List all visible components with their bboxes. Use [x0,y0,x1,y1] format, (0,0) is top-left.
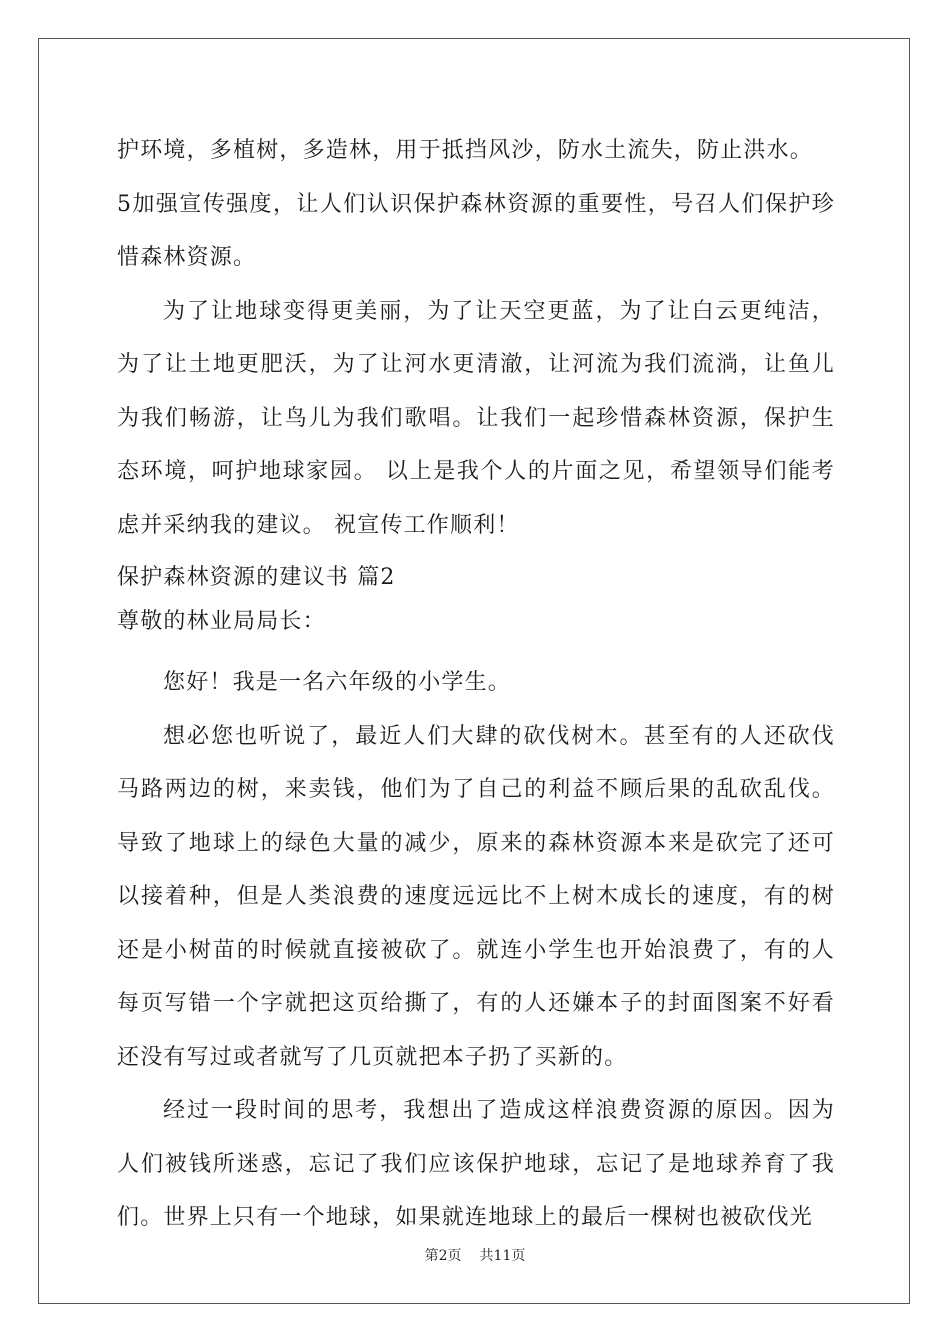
section-heading: 保护森林资源的建议书 篇2 [117,565,396,590]
page-number: 第2页 [424,1248,462,1264]
paragraph-continuation: 护环境，多植树，多造林，用于抵挡风沙，防水土流失，防止洪水。 [117,138,814,163]
page-total: 共11页 [479,1248,526,1264]
paragraph-greeting: 您好！我是一名六年级的小学生。 [163,670,512,695]
salutation: 尊敬的林业局局长： [117,609,326,634]
page-footer [0,1245,950,1265]
paragraph-reason: 经过一段时间的思考，我想出了造成这样浪费资源的原因。因为人们被钱所迷惑，忘记了我们应该保护地球，忘记了是地球养育了我们。世界上只有一个地球，如果就连地球上的最后一棵树也被砍伐光 [117,1098,835,1230]
paragraph-problem: 想必您也听说了，最近人们大肆的砍伐树木。甚至有的人还砍伐马路两边的树，来卖钱，他们为了自己的利益不顾后果的乱砍乱伐。导致了地球上的绿色大量的减少，原来的森林资源本来是砍完了还可以接着种，但是人类浪费的速度远远比不上树木成长的速度，有的树还是小树苗的时候就直接被砍了。就连小学生也开始浪费了，有的人每页写错一个字就把这页给撕了，有的人还嫌本子的封面图案不好看还没有写过或者就写了几页就把本子扔了买新的。 [117,723,835,1070]
paragraph-closing: 为了让地球变得更美丽，为了让天空更蓝，为了让白云更纯洁，为了让土地更肥沃，为了让河水更清澈，让河流为我们流淌，让鱼儿为我们畅游，让鸟儿为我们歌唱。让我们一起珍惜森林资源，保护生态环境，呵护地球家园。 以上是我个人的片面之见，希望领导们能考虑并采纳我的建议。 祝宣传工作顺利！ [117,298,835,538]
document-body [117,124,835,1245]
paragraph-suggestion-5: 5加强宣传强度，让人们认识保护森林资源的重要性，号召人们保护珍惜森林资源。 [117,191,835,270]
